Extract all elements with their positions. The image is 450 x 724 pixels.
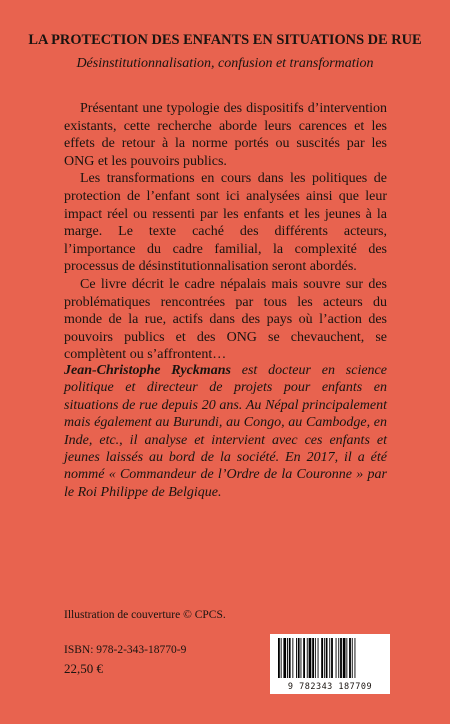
author-bio [64, 362, 387, 501]
barcode-digits: 9 782343 187709 [287, 682, 373, 692]
author-name: Jean-Christophe Ryckmans [64, 363, 231, 378]
isbn: ISBN: 978-2-343-18770-9 [64, 644, 187, 656]
summary-paragraph-1: Présentant une typologie des dispositifs d’intervention existants, cette recherche aborde leurs carences et les effets de retour à la norme portés ou suscités par les ONG et les pouvoirs publics. [64, 101, 387, 169]
price: 22,50 € [64, 661, 103, 676]
page-title: LA PROTECTION DES ENFANTS EN SITUATIONS DE RUE [28, 32, 422, 48]
author-bio-text: est docteur en science politique et directeur de projets pour enfants en situations de rue depuis 20 ans. Au Népal principalement mais également au Burundi, au Congo, au Cambodge, en Inde, etc., il analyse et intervient avec ces enfants et jeunes laissés au bord de la société. En 2017, il a été nommé « Commandeur de l’Ordre de la Couronne » par le Roi Philippe de Belgique. [64, 363, 387, 500]
barcode [270, 634, 390, 694]
page-subtitle: Désinstitutionnalisation, confusion et transformation [76, 56, 374, 71]
summary [64, 100, 387, 364]
summary-paragraph-2: Les transformations en cours dans les politiques de protection de l’enfant sont ici analysées ainsi que leur impact réel ou ressenti par les enfants et les jeunes à la marge. Le texte caché des différents acteurs, l’importance du cadre familial, la complexité des processus de désinstitutionnalisation seront abordés. [64, 171, 387, 275]
cover-credit: Illustration de couverture © CPCS. [64, 609, 226, 621]
summary-paragraph-3: Ce livre décrit le cadre népalais mais souvre sur des problématiques rencontrées par tous les acteurs du monde de la rue, actifs dans des pays où l’action des pouvoirs publics et des ONG se chevauchent, se complètent ou s’affrontent… [64, 276, 387, 363]
barcode-icon [276, 638, 384, 682]
